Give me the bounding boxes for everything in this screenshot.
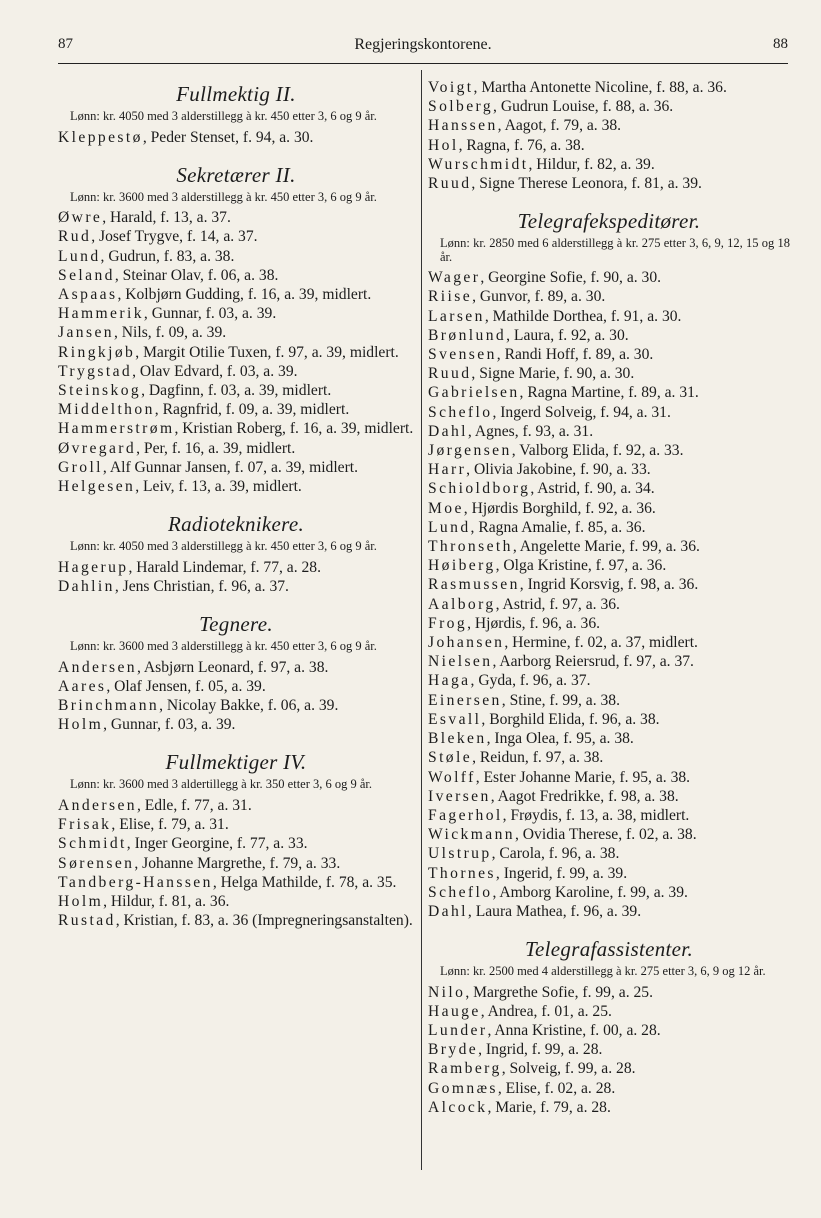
- section-title: Fullmektiger IV.: [165, 750, 307, 775]
- entry-details: , Gunnar, f. 03, a. 39.: [103, 716, 236, 734]
- entry-surname: Harr: [428, 461, 467, 479]
- entry-surname: Rustad: [58, 912, 116, 930]
- register-entry: [428, 787, 790, 806]
- register-entry: [58, 227, 414, 246]
- register-entry: [428, 652, 790, 671]
- entry-surname: Dahl: [428, 902, 468, 920]
- entry-surname: Voigt: [428, 79, 474, 96]
- entry-details: , Anna Kristine, f. 00, a. 28.: [487, 1022, 661, 1040]
- register-entry: [428, 518, 790, 537]
- header-rule: [58, 63, 788, 64]
- register-entry: [58, 362, 414, 381]
- entry-details: , Laura Mathea, f. 96, a. 39.: [467, 902, 642, 920]
- register-entry: [428, 116, 790, 135]
- entry-details: , Hildur, f. 81, a. 36.: [103, 892, 230, 910]
- entry-details: , Johanne Margrethe, f. 79, a. 33.: [134, 854, 341, 872]
- entry-surname: Bleken: [428, 730, 487, 748]
- wage-note: Lønn: kr. 3600 med 3 aldertillegg à kr. 350 etter 3, 6 og 9 år.: [70, 777, 373, 792]
- entry-surname: Iversen: [428, 787, 491, 805]
- page-number-right: 88: [773, 36, 788, 52]
- entry-surname: Scheflo: [428, 403, 493, 421]
- page-number-left: 87: [58, 36, 73, 52]
- register-entry: [428, 326, 790, 345]
- entry-details: , Carola, f. 96, a. 38.: [491, 845, 620, 863]
- entry-surname: Nielsen: [428, 653, 493, 671]
- entry-details: , Gyda, f. 96, a. 37.: [470, 672, 591, 690]
- register-entry: [428, 78, 790, 97]
- entry-details: , Olivia Jakobine, f. 90, a. 33.: [466, 461, 651, 479]
- register-entry: [428, 983, 790, 1002]
- section-gap: [428, 193, 790, 209]
- register-entry: [428, 595, 790, 614]
- entry-surname: Hauge: [428, 1002, 481, 1020]
- entry-details: , Inger Georgine, f. 77, a. 33.: [126, 835, 308, 853]
- entry-details: , Amborg Karoline, f. 99, a. 39.: [492, 883, 688, 901]
- register-entry: [58, 208, 414, 227]
- entry-details: , Marie, f. 79, a. 28.: [487, 1098, 611, 1116]
- entry-details: , Angelette Marie, f. 99, a. 36.: [512, 538, 700, 556]
- register-entry: [428, 1059, 790, 1078]
- register-entry: [58, 323, 414, 342]
- entry-details: , Aagot Fredrikke, f. 98, a. 38.: [490, 787, 679, 805]
- entry-details: , Kristian Roberg, f. 16, a. 39, midlert.: [174, 420, 414, 438]
- entry-surname: Trygstad: [58, 362, 133, 380]
- section-title: Telegrafassistenter.: [525, 937, 693, 962]
- register-entry: [428, 441, 790, 460]
- entry-surname: Hol: [428, 136, 459, 154]
- entry-surname: Aares: [58, 677, 107, 695]
- entry-surname: Andersen: [58, 796, 137, 814]
- entry-surname: Ramberg: [428, 1060, 502, 1078]
- register-entry: [428, 422, 790, 441]
- entry-surname: Frog: [428, 614, 468, 632]
- entry-surname: Frisak: [58, 816, 112, 834]
- entry-details: , Gunnar, f. 03, a. 39.: [143, 305, 277, 323]
- entry-details: , Ragna Martine, f. 89, a. 31.: [519, 384, 699, 402]
- entry-surname: Einersen: [428, 691, 502, 709]
- register-entry: [58, 796, 414, 815]
- entry-surname: Dahlin: [58, 577, 115, 595]
- entry-details: , Ingerid, f. 99, a. 39.: [495, 864, 628, 882]
- entry-details: , Frøydis, f. 13, a. 38, midlert.: [502, 806, 690, 824]
- entry-surname: Brinchmann: [58, 697, 160, 715]
- register-entry: [58, 439, 414, 458]
- register-section: [58, 750, 414, 930]
- entry-surname: Hanssen: [428, 117, 498, 135]
- entry-surname: Støle: [428, 749, 473, 767]
- register-entry: [58, 854, 414, 873]
- register-entry: [428, 864, 790, 883]
- entry-surname: Svensen: [428, 346, 497, 364]
- entry-details: , Astrid, f. 97, a. 36.: [495, 595, 620, 613]
- entry-surname: Hammerstrøm: [58, 420, 175, 438]
- section-gap: [428, 921, 790, 937]
- entry-details: , Alf Gunnar Jansen, f. 07, a. 39, midlert.: [102, 458, 359, 476]
- register-entry: [58, 381, 414, 400]
- entry-details: , Ingrid, f. 99, a. 28.: [478, 1041, 603, 1059]
- register-entry: [58, 247, 414, 266]
- section-title: Sekretærer II.: [176, 162, 296, 187]
- entry-details: , Randi Hoff, f. 89, a. 30.: [496, 346, 654, 364]
- entry-surname: Lund: [428, 518, 471, 536]
- wage-note: Lønn: kr. 2500 med 4 alderstillegg à kr. 275 etter 3, 6, 9 og 12 år.: [440, 964, 766, 979]
- register-entry: [58, 400, 414, 419]
- entry-details: , Dagfinn, f. 03, a. 39, midlert.: [141, 382, 332, 400]
- entry-surname: Øvregard: [58, 439, 137, 457]
- entry-details: , Aarborg Reiersrud, f. 97, a. 37.: [492, 653, 694, 671]
- wage-note: Lønn: kr. 3600 med 3 alderstillegg à kr. 450 etter 3, 6 og 9 år.: [70, 639, 377, 654]
- entry-details: , Ragnfrid, f. 09, a. 39, midlert.: [154, 401, 350, 419]
- section-gap: [58, 147, 414, 163]
- section-title: Tegnere.: [199, 612, 273, 637]
- entry-details: , Harald, f. 13, a. 37.: [102, 209, 231, 227]
- entry-details: , Andrea, f. 01, a. 25.: [480, 1002, 612, 1020]
- entry-surname: Holm: [58, 892, 104, 910]
- entry-surname: Wurschmidt: [428, 155, 529, 173]
- register-entry: [58, 128, 414, 147]
- entry-details: , Gudrun, f. 83, a. 38.: [100, 247, 235, 265]
- register-entry: [428, 287, 790, 306]
- entry-surname: Wickmann: [428, 826, 515, 844]
- entry-surname: Gomnæs: [428, 1079, 498, 1097]
- entry-surname: Jørgensen: [428, 442, 512, 460]
- entry-details: , Aagot, f. 79, a. 38.: [497, 117, 622, 135]
- register-entry: [428, 1002, 790, 1021]
- entry-surname: Høiberg: [428, 557, 496, 575]
- register-entry: [58, 715, 414, 734]
- register-entry: [58, 304, 414, 323]
- entry-surname: Dahl: [428, 422, 468, 440]
- register-section: [58, 163, 414, 497]
- entry-details: , Ragna Amalie, f. 85, a. 36.: [470, 518, 646, 536]
- running-title: Regjeringskontorene.: [354, 36, 492, 53]
- entry-surname: Schmidt: [58, 835, 127, 853]
- entry-surname: Larsen: [428, 307, 485, 325]
- entry-surname: Scheflo: [428, 883, 493, 901]
- entry-details: , Stine, f. 99, a. 38.: [501, 691, 621, 709]
- register-entry: [428, 268, 790, 287]
- register-entry: [428, 671, 790, 690]
- register-entry: [428, 806, 790, 825]
- register-entry: [428, 1021, 790, 1040]
- entry-surname: Schioldborg: [428, 480, 531, 498]
- entry-details: , Signe Marie, f. 90, a. 30.: [471, 365, 635, 383]
- entry-details: , Ingrid Korsvig, f. 98, a. 36.: [519, 576, 699, 594]
- entry-surname: Moe: [428, 499, 464, 517]
- entry-surname: Brønlund: [428, 326, 507, 344]
- register-entry: [428, 768, 790, 787]
- entry-surname: Esvall: [428, 710, 482, 728]
- register-entry: [58, 343, 414, 362]
- entry-details: , Ovidia Therese, f. 02, a. 38.: [515, 826, 697, 844]
- entry-details: , Agnes, f. 93, a. 31.: [467, 422, 594, 440]
- entry-surname: Tandberg-Hanssen: [58, 873, 213, 891]
- entry-details: , Nicolay Bakke, f. 06, a. 39.: [159, 697, 339, 715]
- column-divider: [421, 70, 422, 1170]
- entry-surname: Lunder: [428, 1022, 488, 1040]
- entry-details: , Margit Otilie Tuxen, f. 97, a. 39, midlert.: [135, 343, 399, 361]
- entry-details: , Asbjørn Leonard, f. 97, a. 38.: [136, 658, 329, 676]
- entry-surname: Thronseth: [428, 538, 513, 556]
- wage-note: Lønn: kr. 3600 med 3 alderstillegg à kr. 450 etter 3, 6 og 9 år.: [70, 189, 377, 204]
- entry-details: , Kolbjørn Gudding, f. 16, a. 39, midlert.: [117, 286, 372, 304]
- register-entry: [58, 911, 414, 930]
- entry-details: , Nils, f. 09, a. 39.: [113, 324, 227, 342]
- entry-surname: Rasmussen: [428, 576, 520, 594]
- register-entry: [58, 285, 414, 304]
- entry-details: , Peder Stenset, f. 94, a. 30.: [142, 128, 314, 146]
- register-entry: [58, 419, 414, 438]
- continued-entries: [428, 78, 790, 193]
- entry-surname: Wolff: [428, 768, 476, 786]
- register-entry: [428, 499, 790, 518]
- entry-surname: Øwre: [58, 209, 103, 227]
- register-entry: [58, 696, 414, 715]
- register-entry: [428, 748, 790, 767]
- entry-details: , Reidun, f. 97, a. 38.: [472, 749, 604, 767]
- register-entry: [428, 537, 790, 556]
- entry-details: , Per, f. 16, a. 39, midlert.: [136, 439, 296, 457]
- entry-details: , Georgine Sofie, f. 90, a. 30.: [480, 269, 662, 287]
- entry-surname: Lund: [58, 247, 101, 265]
- register-entry: [58, 558, 414, 577]
- register-entry: [58, 266, 414, 285]
- entry-details: , Mathilde Dorthea, f. 91, a. 30.: [484, 307, 682, 325]
- register-entry: [428, 614, 790, 633]
- page-header: [58, 36, 788, 58]
- register-entry: [58, 658, 414, 677]
- entry-surname: Riise: [428, 288, 473, 306]
- entry-details: , Borghild Elida, f. 96, a. 38.: [481, 710, 660, 728]
- entry-details: , Laura, f. 92, a. 30.: [506, 326, 629, 344]
- register-section: [58, 512, 414, 596]
- section-gap: [58, 734, 414, 750]
- entry-details: , Ester Johanne Marie, f. 95, a. 38.: [475, 768, 691, 786]
- section-title: Telegrafekspeditører.: [517, 209, 701, 234]
- register-entry: [428, 844, 790, 863]
- entry-details: , Josef Trygve, f. 14, a. 37.: [91, 228, 258, 246]
- register-entry: [428, 1079, 790, 1098]
- wage-note: Lønn: kr. 2850 med 6 alderstillegg à kr. 275 etter 3, 6, 9, 12, 15 og 18 år.: [440, 236, 790, 264]
- entry-details: , Kristian, f. 83, a. 36 (Impregneringsanstalten).: [115, 912, 413, 930]
- register-entry: [58, 458, 414, 477]
- register-entry: [428, 1098, 790, 1117]
- entry-details: , Olav Edvard, f. 03, a. 39.: [132, 362, 298, 380]
- entry-surname: Sørensen: [58, 854, 135, 872]
- register-entry: [428, 729, 790, 748]
- entry-details: , Steinar Olav, f. 06, a. 38.: [114, 266, 279, 284]
- register-entry: [58, 873, 414, 892]
- entry-surname: Wager: [428, 269, 481, 287]
- section-gap: [58, 596, 414, 612]
- entry-details: , Astrid, f. 90, a. 34.: [530, 480, 655, 498]
- register-entry: [428, 691, 790, 710]
- register-entry: [428, 97, 790, 116]
- entry-surname: Solberg: [428, 98, 494, 116]
- wage-note: Lønn: kr. 4050 med 3 alderstillegg à kr. 450 etter 3, 6 og 9 år.: [70, 109, 377, 123]
- section-title: Radioteknikere.: [167, 512, 305, 537]
- register-entry: [428, 556, 790, 575]
- entry-details: , Harald Lindemar, f. 77, a. 28.: [128, 558, 322, 576]
- entry-details: , Signe Therese Leonora, f. 81, a. 39.: [471, 175, 702, 193]
- entry-details: , Olga Kristine, f. 97, a. 36.: [495, 557, 667, 575]
- register-entry: [428, 883, 790, 902]
- entry-surname: Middelthon: [58, 401, 155, 419]
- register-section: [428, 937, 790, 1117]
- entry-surname: Hagerup: [58, 558, 129, 576]
- left-column: [58, 82, 414, 930]
- entry-surname: Seland: [58, 266, 115, 284]
- register-entry: [58, 815, 414, 834]
- register-entry: [58, 834, 414, 853]
- register-entry: [428, 460, 790, 479]
- register-entry: [428, 307, 790, 326]
- register-entry: [428, 479, 790, 498]
- register-entry: [58, 892, 414, 911]
- section-gap: [58, 496, 414, 512]
- wage-note: Lønn: kr. 4050 med 3 alderstillegg à kr. 450 etter 3, 6 og 9 år.: [70, 539, 377, 554]
- entry-details: , Leiv, f. 13, a. 39, midlert.: [135, 478, 302, 496]
- entry-surname: Holm: [58, 716, 104, 734]
- register-entry: [428, 383, 790, 402]
- entry-surname: Helgesen: [58, 478, 136, 496]
- register-entry: [428, 345, 790, 364]
- entry-surname: Rud: [58, 228, 92, 246]
- entry-surname: Ulstrup: [428, 845, 492, 863]
- entry-surname: Aspaas: [58, 286, 118, 304]
- entry-surname: Haga: [428, 672, 471, 690]
- entry-details: , Margrethe Sofie, f. 99, a. 25.: [465, 983, 653, 1001]
- register-entry: [428, 633, 790, 652]
- entry-details: , Inga Olea, f. 95, a. 38.: [486, 730, 634, 748]
- entry-details: , Hermine, f. 02, a. 37, midlert.: [504, 634, 698, 652]
- entry-surname: Jansen: [58, 324, 114, 342]
- entry-details: , Elise, f. 79, a. 31.: [111, 816, 229, 834]
- entry-surname: Steinskog: [58, 382, 142, 400]
- register-section: [428, 209, 790, 921]
- register-entry: [58, 677, 414, 696]
- entry-surname: Fagerhol: [428, 806, 503, 824]
- entry-details: , Valborg Elida, f. 92, a. 33.: [511, 442, 684, 460]
- entry-surname: Alcock: [428, 1098, 488, 1116]
- entry-details: , Olaf Jensen, f. 05, a. 39.: [106, 677, 266, 695]
- entry-details: , Helga Mathilde, f. 78, a. 35.: [212, 873, 397, 891]
- entry-surname: Thornes: [428, 864, 496, 882]
- register-entry: [428, 1040, 790, 1059]
- register-section: [58, 82, 414, 147]
- right-column: [428, 78, 790, 1117]
- register-entry: [428, 174, 790, 193]
- entry-details: , Ragna, f. 76, a. 38.: [458, 136, 585, 154]
- register-entry: [428, 155, 790, 174]
- entry-surname: Andersen: [58, 658, 137, 676]
- entry-surname: Kleppestø: [58, 128, 143, 146]
- entry-details: , Elise, f. 02, a. 28.: [497, 1079, 616, 1097]
- register-entry: [428, 825, 790, 844]
- entry-surname: Gabrielsen: [428, 384, 520, 402]
- entry-details: , Jens Christian, f. 96, a. 37.: [114, 577, 289, 595]
- entry-details: , Solveig, f. 99, a. 28.: [501, 1060, 636, 1078]
- entry-details: , Hildur, f. 82, a. 39.: [528, 155, 655, 173]
- register-entry: [428, 575, 790, 594]
- entry-surname: Ruud: [428, 175, 472, 193]
- register-entry: [58, 477, 414, 496]
- entry-details: , Gunvor, f. 89, a. 30.: [472, 288, 606, 306]
- entry-details: , Ingerd Solveig, f. 94, a. 31.: [492, 403, 671, 421]
- register-entry: [428, 364, 790, 383]
- register-entry: [428, 710, 790, 729]
- entry-details: , Hjørdis, f. 96, a. 36.: [467, 614, 601, 632]
- entry-surname: Nilo: [428, 983, 466, 1001]
- entry-details: , Martha Antonette Nicoline, f. 88, a. 36.: [473, 79, 727, 96]
- entry-surname: Johansen: [428, 634, 505, 652]
- entry-surname: Ringkjøb: [58, 343, 136, 361]
- register-section: [58, 612, 414, 734]
- entry-details: , Gudrun Louise, f. 88, a. 36.: [493, 98, 674, 116]
- section-title: Fullmektig II.: [176, 82, 296, 106]
- entry-details: , Edle, f. 77, a. 31.: [136, 796, 252, 814]
- register-entry: [428, 902, 790, 921]
- entry-surname: Groll: [58, 458, 103, 476]
- entry-surname: Ruud: [428, 365, 472, 383]
- register-entry: [58, 577, 414, 596]
- entry-surname: Bryde: [428, 1041, 479, 1059]
- entry-details: , Hjørdis Borghild, f. 92, a. 36.: [463, 499, 656, 517]
- register-entry: [428, 136, 790, 155]
- entry-surname: Hammerik: [58, 305, 144, 323]
- register-entry: [428, 403, 790, 422]
- entry-surname: Aalborg: [428, 595, 496, 613]
